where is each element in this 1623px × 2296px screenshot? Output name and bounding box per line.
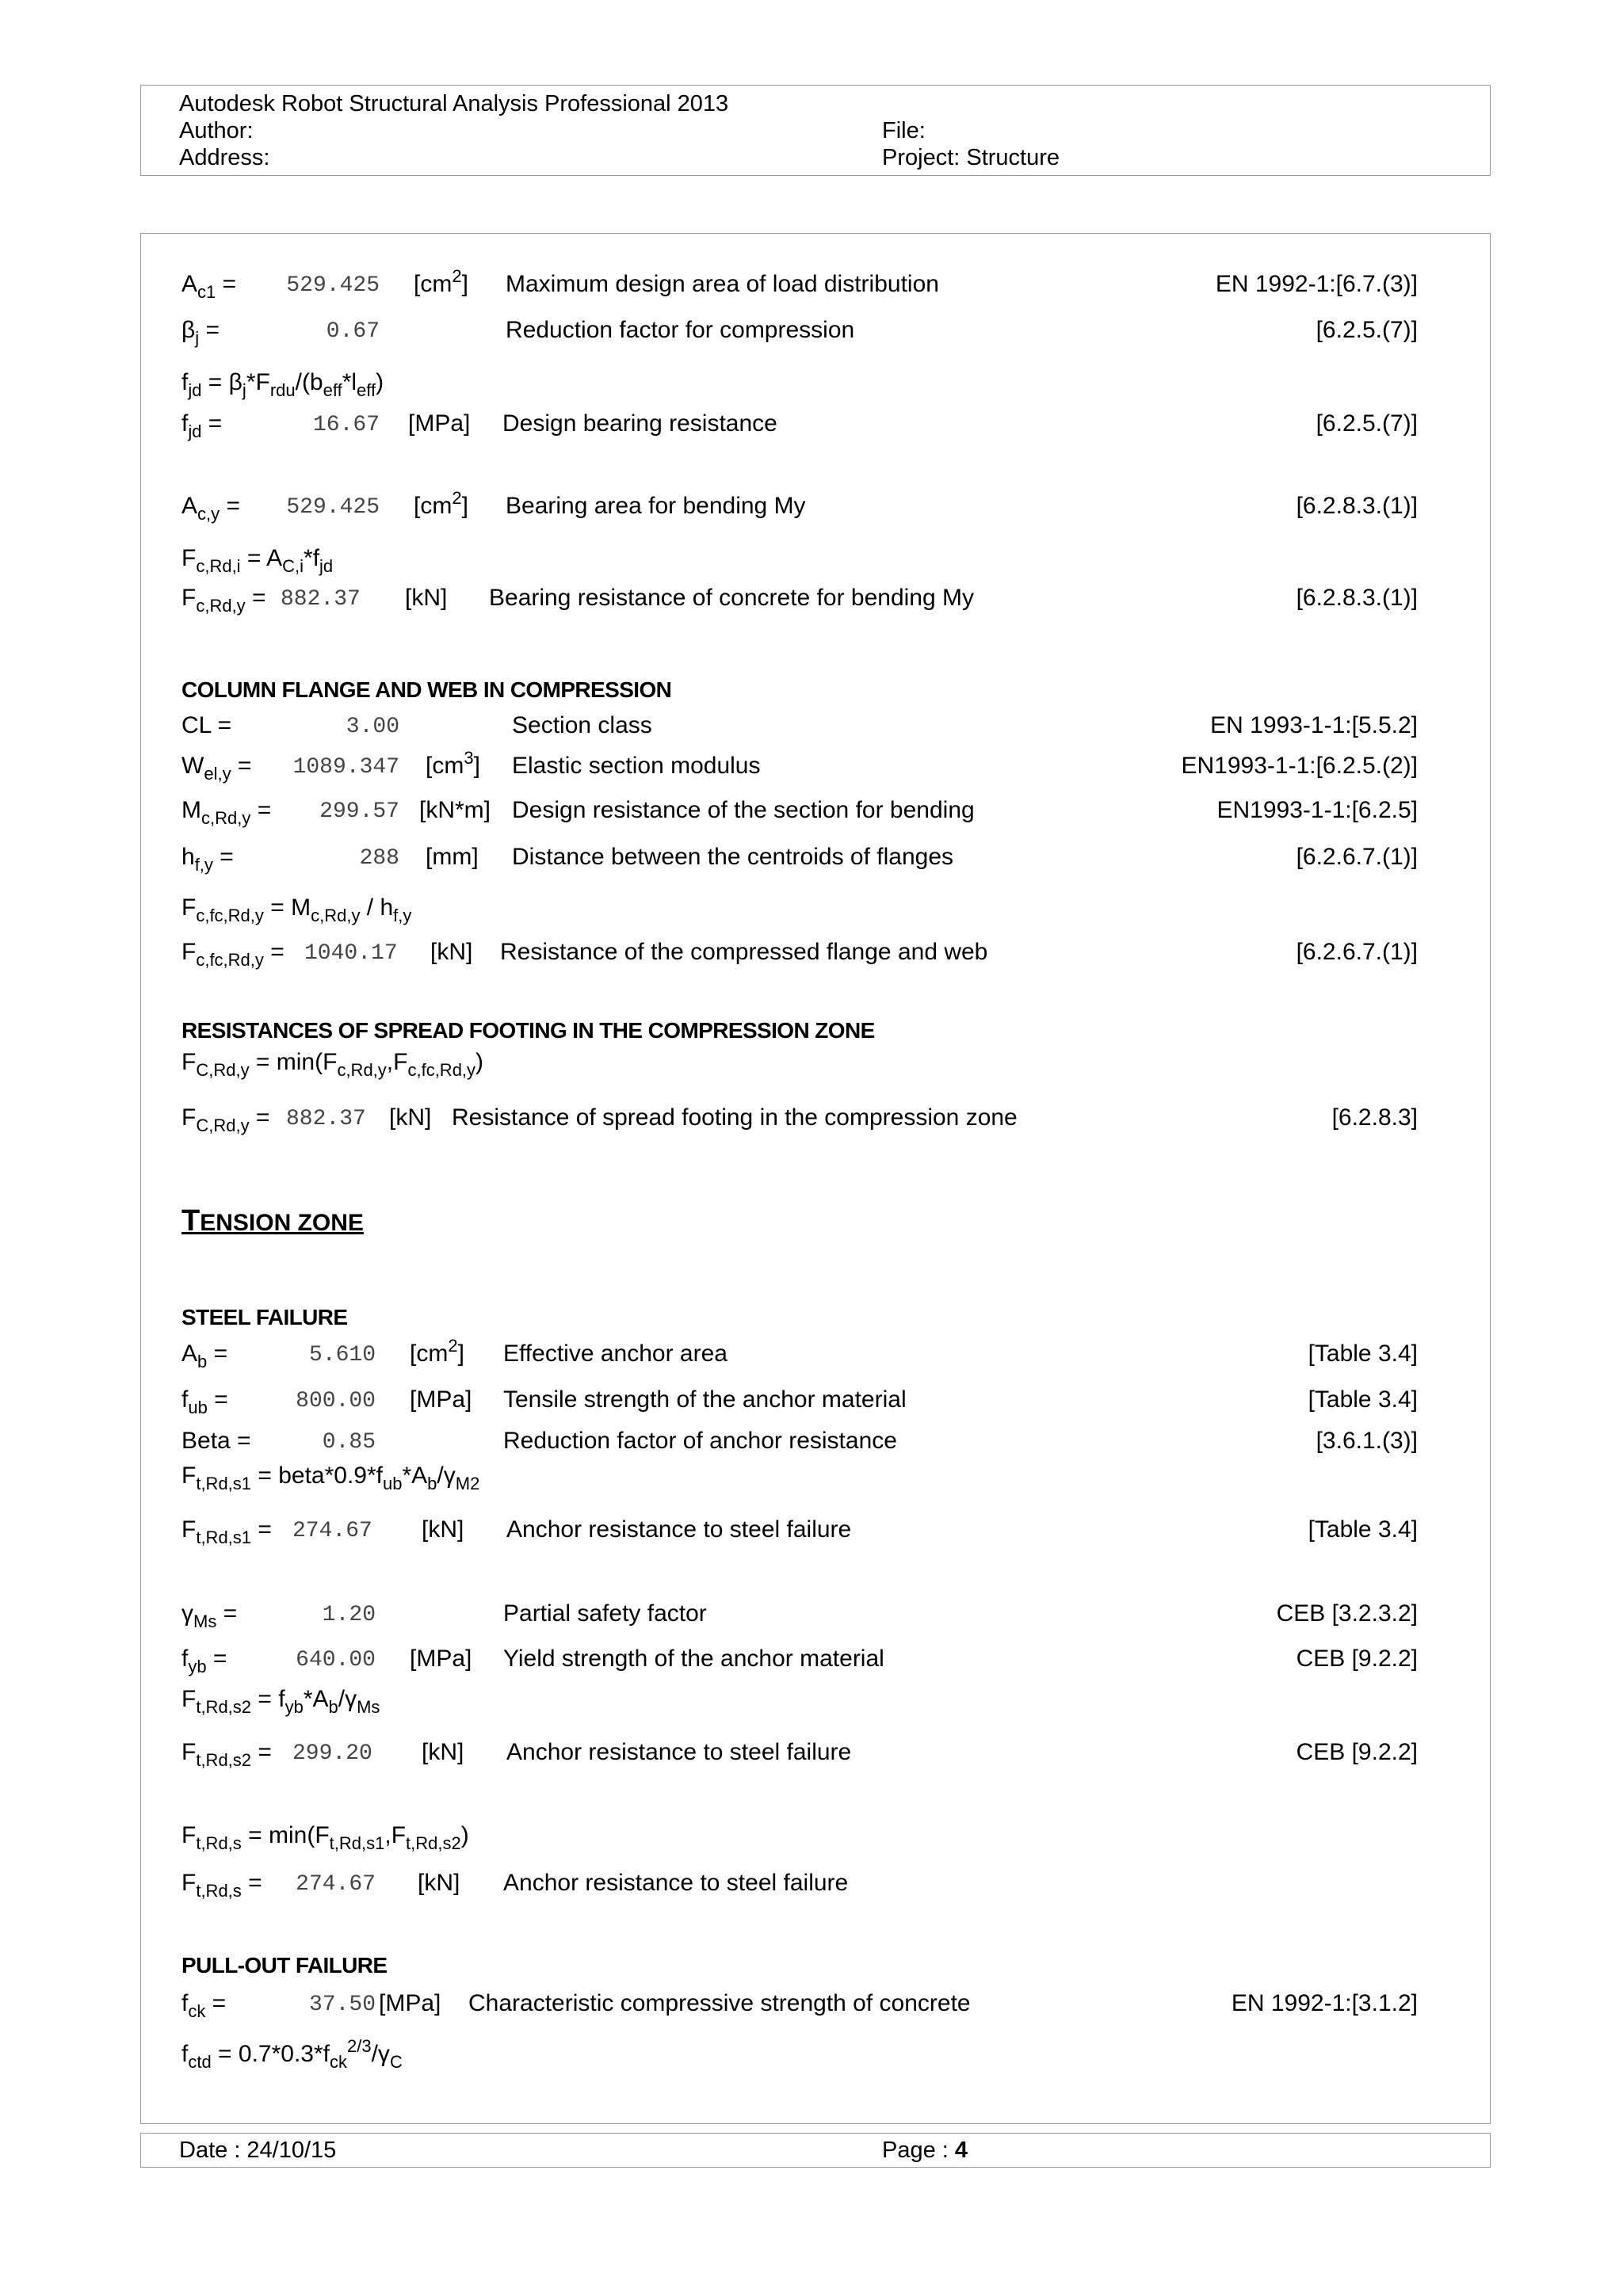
value: 882.37 [286, 1107, 366, 1131]
value: 0.67 [326, 319, 380, 344]
value: 1040.17 [304, 941, 398, 966]
value: 37.50 [308, 1993, 376, 2017]
unit: [kN*m] [419, 797, 491, 823]
value: 800.00 [296, 1389, 376, 1413]
page-footer [140, 2133, 1491, 2168]
row-beta [181, 1423, 1418, 1461]
description: Design resistance of the section for bending [512, 797, 975, 823]
description: Maximum design area of load distribution [506, 271, 939, 297]
description: Tensile strength of the anchor material [503, 1386, 907, 1413]
description: Resistance of spread footing in the compression zone [452, 1104, 1018, 1131]
date-label: Date : 24/10/15 [179, 2138, 337, 2163]
symbol: $M_{c,Rd,y}$ = [181, 797, 272, 828]
section-heading: STEEL FAILURE [181, 1305, 348, 1329]
formula-ftrds1: $F_{t,Rd,s1}$ = $beta*0.9*f_{ub}*A_b/\gamma_{M2}$ [181, 1463, 480, 1493]
formula-fcfcrdy: $F_{c,fc,Rd,y} = M_{c,Rd,y} / h_{f,y}$ [181, 894, 412, 925]
unit: $[cm^2]$ [414, 266, 468, 297]
unit: [MPa] [408, 410, 471, 437]
description: Characteristic compressive strength of concrete [468, 1990, 971, 2016]
symbol: CL = [181, 712, 232, 738]
row-ftrds [181, 1865, 1418, 1903]
description: Anchor resistance to steel failure [506, 1516, 852, 1543]
description: Distance between the centroids of flanges [512, 844, 954, 870]
unit: [MPa] [379, 1990, 441, 2016]
symbol: $\gamma_{Ms}$ = [181, 1600, 238, 1631]
row-ftrds2 [181, 1734, 1418, 1772]
row-fcrdy [181, 580, 1418, 618]
description: Partial safety factor [503, 1600, 707, 1627]
description: Elastic section modulus [512, 753, 761, 779]
row-fcfcrdy [181, 934, 1418, 972]
reference: [Table 3.4] [1308, 1341, 1418, 1367]
file-label: File: [882, 118, 926, 143]
row-cl [181, 707, 1418, 746]
row-fub [181, 1382, 1418, 1420]
symbol: $\beta_j$ = [181, 317, 220, 348]
row-acy [181, 488, 1418, 526]
author-label: Author: [179, 118, 254, 143]
value: 274.67 [296, 1872, 376, 1897]
reference: [6.2.5.(7)] [1316, 410, 1418, 437]
unit: [kN] [422, 1739, 464, 1765]
reference: [3.6.1.(3)] [1316, 1428, 1418, 1454]
description: Resistance of the compressed flange and web [500, 939, 988, 965]
value: 529.425 [286, 495, 380, 520]
description: Bearing resistance of concrete for bending My [489, 585, 974, 611]
reference: [6.2.8.3.(1)] [1296, 585, 1418, 611]
address-label: Address: [179, 145, 270, 170]
symbol: $F_{t,Rd,s1}$ = [181, 1516, 272, 1547]
symbol: $F_{c,fc,Rd,y}$ = [181, 939, 285, 970]
description: Bearing area for bending My [506, 493, 806, 519]
symbol: $F_{t,Rd,s2}$ = [181, 1739, 272, 1770]
symbol: $f_{ck}$ = [181, 1990, 227, 2021]
value: 5.610 [308, 1343, 376, 1367]
value: 640.00 [296, 1648, 376, 1672]
reference: [Table 3.4] [1308, 1386, 1418, 1413]
symbol: $A_b$ = [181, 1341, 228, 1371]
reference: [Table 3.4] [1308, 1516, 1418, 1543]
row-betaj [181, 312, 1418, 350]
description: Effective anchor area [503, 1341, 727, 1367]
value: 274.67 [292, 1519, 372, 1543]
value: 882.37 [281, 587, 361, 612]
symbol: $F_{t,Rd,s}$ = [181, 1870, 262, 1901]
project-label: Project: Structure [882, 145, 1060, 170]
formula-fcrdi: $F_{c,Rd,i} = A_{C,i}*f_{jd}$ [181, 545, 334, 576]
unit: $[cm^3]$ [426, 748, 480, 779]
symbol: Beta = [181, 1428, 251, 1454]
value: 299.57 [319, 799, 399, 824]
row-ab [181, 1336, 1418, 1374]
reference: [6.2.6.7.(1)] [1296, 939, 1418, 965]
reference: [6.2.6.7.(1)] [1296, 844, 1418, 870]
formula-fctd: $f_{ctd} = 0.7*0.3*f_{ck}^{2/3}/\gamma_C$ [181, 2036, 403, 2072]
symbol: $F_{c,Rd,y}$ = [181, 585, 266, 616]
description: Reduction factor for compression [506, 317, 855, 343]
reference: [6.2.5.(7)] [1316, 317, 1418, 343]
unit: [kN] [389, 1104, 432, 1131]
row-fck [181, 1985, 1418, 2023]
formula-ftrds2: $F_{t,Rd,s2} = f_{yb}*A_b/\gamma_{Ms}$ [181, 1686, 380, 1717]
symbol: $A_{c,y}$ = [181, 493, 240, 524]
value: 16.67 [312, 413, 380, 437]
symbol: $h_{f,y}$ = [181, 844, 234, 875]
unit: $[cm^2]$ [414, 488, 468, 519]
unit: [MPa] [410, 1386, 472, 1413]
row-hfy [181, 839, 1418, 877]
tension-zone-heading: TENSION ZONE [181, 1204, 364, 1238]
reference: CEB [3.2.3.2] [1276, 1600, 1418, 1627]
formula-ftrds: $F_{t,Rd,s} = \min(F_{t,Rd,s1},F_{t,Rd,s2})$ [181, 1822, 469, 1853]
symbol: $F_{C,Rd,y}$ = [181, 1104, 270, 1135]
symbol: $A_{c1}$ = [181, 271, 237, 302]
formula-fCrdy: $F_{C,Rd,y} = \min(F_{c,Rd,y},F_{c,fc,Rd,y})$ [181, 1049, 484, 1080]
row-fjd [181, 406, 1418, 444]
unit: [kN] [405, 585, 448, 611]
value: 3.00 [346, 715, 399, 739]
row-mcrdy [181, 792, 1418, 830]
value: 288 [359, 846, 399, 871]
section-heading: PULL-OUT FAILURE [181, 1953, 388, 1978]
reference: CEB [9.2.2] [1296, 1739, 1418, 1765]
value: 1089.347 [292, 755, 399, 780]
value: 299.20 [292, 1741, 372, 1766]
description: Section class [512, 712, 652, 738]
value: 0.85 [322, 1430, 376, 1455]
row-fCrdy [181, 1100, 1418, 1138]
symbol: $f_{ub}$ = [181, 1386, 228, 1417]
row-fyb [181, 1641, 1418, 1679]
row-ac1 [181, 266, 1418, 304]
description: Anchor resistance to steel failure [506, 1739, 852, 1765]
reference: EN1993-1-1:[6.2.5] [1216, 797, 1418, 823]
page-header [140, 85, 1491, 176]
unit: [kN] [418, 1870, 460, 1896]
reference: CEB [9.2.2] [1296, 1646, 1418, 1672]
description: Anchor resistance to steel failure [503, 1870, 849, 1896]
description: Yield strength of the anchor material [503, 1646, 884, 1672]
row-gms [181, 1596, 1418, 1634]
description: Design bearing resistance [502, 410, 777, 437]
formula-fjd: $f_{jd} = \beta_j*F_{rdu}/(b_{eff}*l_{eff})$ [181, 369, 384, 400]
row-ftrds1 [181, 1512, 1418, 1550]
unit: [kN] [430, 939, 473, 965]
unit: [mm] [426, 844, 479, 870]
value: 1.20 [322, 1603, 376, 1627]
unit: [kN] [422, 1516, 464, 1543]
section-heading: RESISTANCES OF SPREAD FOOTING IN THE COMPRESSION ZONE [181, 1018, 875, 1043]
reference: [6.2.8.3] [1331, 1104, 1418, 1131]
symbol: $f_{jd}$ = [181, 410, 223, 441]
section-heading: COLUMN FLANGE AND WEB IN COMPRESSION [181, 677, 672, 702]
reference: EN 1992-1:[3.1.2] [1231, 1990, 1418, 2016]
page-number: Page : 4 [882, 2138, 968, 2163]
reference: [6.2.8.3.(1)] [1296, 493, 1418, 519]
unit: $[cm^2]$ [410, 1336, 464, 1367]
reference: EN 1993-1-1:[5.5.2] [1210, 712, 1418, 738]
symbol: $W_{el,y}$ = [181, 753, 252, 784]
symbol: $f_{yb}$ = [181, 1646, 227, 1676]
reference: EN 1992-1:[6.7.(3)] [1215, 271, 1418, 297]
value: 529.425 [286, 273, 380, 298]
row-wely [181, 748, 1418, 786]
reference: EN1993-1-1:[6.2.5.(2)] [1181, 753, 1418, 779]
app-title: Autodesk Robot Structural Analysis Professional 2013 [179, 91, 729, 116]
description: Reduction factor of anchor resistance [503, 1428, 897, 1454]
unit: [MPa] [410, 1646, 472, 1672]
